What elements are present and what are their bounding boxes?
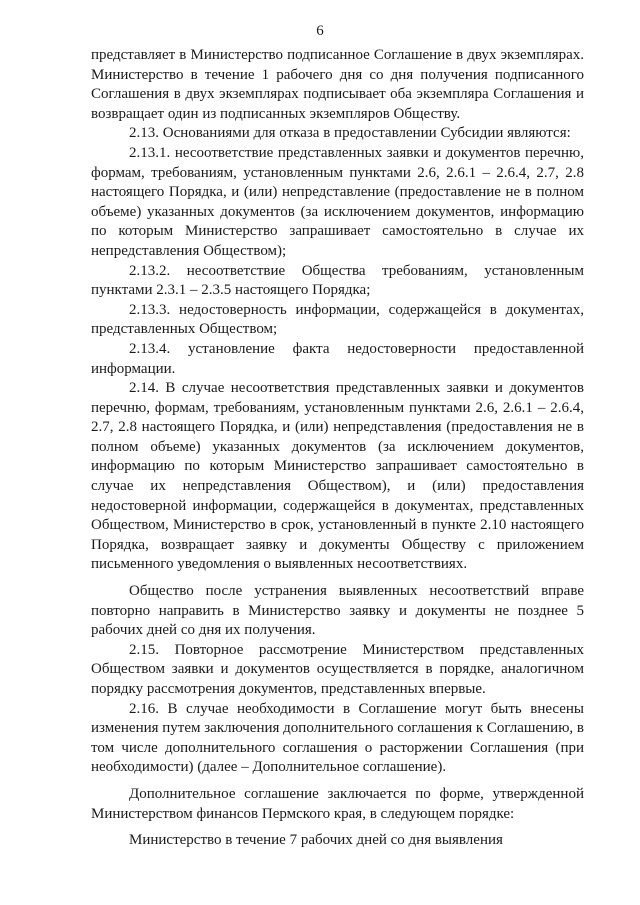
paragraph-2-13-2: 2.13.2. несоответствие Общества требованиям, установленным пунктами 2.3.1 – 2.3.5 настоящего Порядка; [91,262,584,299]
paragraph-continuation: представляет в Министерство подписанное Соглашение в двух экземплярах. Министерство в течение 1 рабочего дня со дня получения подписанного Соглашения в двух экземплярах подписывает оба экземпляра Соглашения и возвращает один из подписанных экземпляров Обществу. [91,47,584,122]
paragraph-2-13-1: 2.13.1. несоответствие представленных заявки и документов перечню, формам, требованиям, установленным пунктами 2.6, 2.6.1 – 2.6.4, 2.7, 2.8 настоящего Порядка, и (или) непредставление (предоставление не в полном объеме) указанных документов (за исключением документов, информацию по которым Министерство запрашивает самостоятельно в случае их непредставления Обществом); [91,144,584,259]
page-number: 6 [316,23,324,39]
document-body [91,46,584,851]
paragraph-2-13: 2.13. Основаниями для отказа в предоставлении Субсидии являются: [129,125,571,142]
paragraph-2-13-3: 2.13.3. недостоверность информации, содержащейся в документах, представленных Обществом; [91,301,584,338]
document-body-area [91,46,584,892]
paragraph-2-15: 2.15. Повторное рассмотрение Министерством представленных Обществом заявки и документов осуществляется в порядке, аналогичном порядку рассмотрения документов, представленных впервые. [91,641,584,697]
paragraph-additional-agreement: Дополнительное соглашение заключается по форме, утвержденной Министерством финансов Пермского края, в следующем порядке: [91,785,584,822]
paragraph-2-13-4: 2.13.4. установление факта недостоверности предоставленной информации. [91,340,584,377]
paragraph-2-14: 2.14. В случае несоответствия представленных заявки и документов перечню, формам, требованиям, установленным пунктами 2.6, 2.6.1 – 2.6.4, 2.7, 2.8 настоящего Порядка, и (или) непредставления (предоставления не в полном объеме) указанных документов (за исключением документов, информацию по которым Министерство запрашивает самостоятельно в случае их непредставления Обществом), и (или) предоставления недостоверной информации, содержащейся в документах, представленных Обществом, Министерство в срок, установленный в пункте 2.10 настоящего Порядка, возвращает заявку и документы Обществу с приложением письменного уведомления о выявленных несоответствиях. [91,380,584,573]
paragraph-resubmission: Общество после устранения выявленных несоответствий вправе повторно направить в Министерство заявку и документы не позднее 5 рабочих дней со дня их получения. [91,583,584,639]
paragraph-2-16: 2.16. В случае необходимости в Соглашение могут быть внесены изменения путем заключения дополнительного соглашения к Соглашению, в том числе дополнительного соглашения о расторжении Соглашения (при необходимости) (далее – Дополнительное соглашение). [91,700,584,776]
paragraph-ministry-term: Министерство в течение 7 рабочих дней со дня выявления [129,832,503,849]
